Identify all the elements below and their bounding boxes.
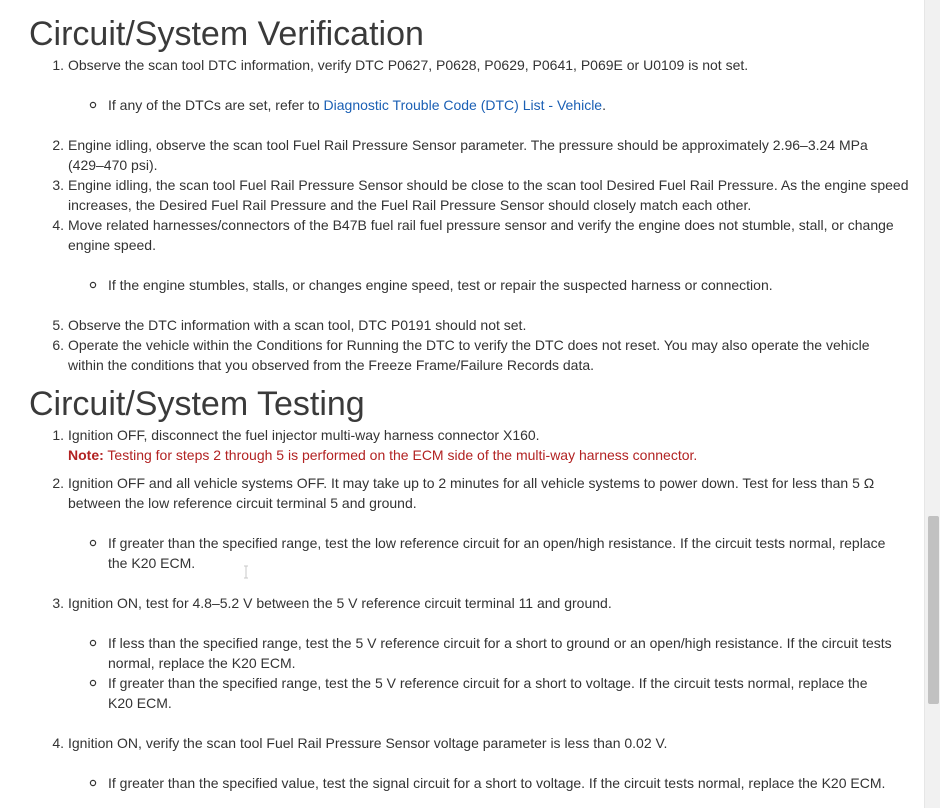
step-text: Operate the vehicle within the Conditions for Running the DTC to verify the DTC does not reset. You may also operate the vehicle xyxy=(68,337,870,353)
step-text: engine speed. xyxy=(68,237,156,253)
step-text: Observe the scan tool DTC information, verify DTC P0627, P0628, P0629, P0641, P069E or U0109 is not set. xyxy=(68,57,749,73)
step-number: 3. xyxy=(52,595,64,611)
note-label: Note: xyxy=(68,447,104,463)
step-number: 2. xyxy=(52,137,64,153)
dtc-list-link[interactable]: Diagnostic Trouble Code (DTC) List - Vehicle xyxy=(323,97,603,113)
step-number: 1. xyxy=(52,57,64,73)
step-text: between the low reference circuit terminal 5 and ground. xyxy=(68,495,417,511)
section-heading-testing: Circuit/System Testing xyxy=(29,385,365,423)
section-heading-verification: Circuit/System Verification xyxy=(29,15,424,53)
step-text: Engine idling, observe the scan tool Fuel Rail Pressure Sensor parameter. The pressure should be approximately 2.96–3.24 MPa xyxy=(68,137,868,153)
step-number: 3. xyxy=(52,177,64,193)
bullet-icon xyxy=(89,779,97,787)
text-cursor-icon xyxy=(243,565,249,581)
step-text: increases, the Desired Fuel Rail Pressure and the Fuel Rail Pressure Sensor should closely match each other. xyxy=(68,197,752,213)
step-text: Engine idling, the scan tool Fuel Rail Pressure Sensor should be close to the scan tool Desired Fuel Rail Pressure. As the engine speed xyxy=(68,177,909,193)
step-text: Move related harnesses/connectors of the B47B fuel rail fuel pressure sensor and verify the engine does not stumble, stall, or change xyxy=(68,217,894,233)
step-text: Ignition ON, verify the scan tool Fuel Rail Pressure Sensor voltage parameter is less than 0.02 V. xyxy=(68,735,668,751)
step-text: Observe the DTC information with a scan tool, DTC P0191 should not set. xyxy=(68,317,527,333)
step-text: Ignition OFF and all vehicle systems OFF. It may take up to 2 minutes for all vehicle systems to power down. Test for less than 5 Ω xyxy=(68,475,875,491)
step-number: 6. xyxy=(52,337,64,353)
step-number: 2. xyxy=(52,475,64,491)
bullet-icon xyxy=(89,639,97,647)
step-text: (429–470 psi). xyxy=(68,157,158,173)
step-number: 5. xyxy=(52,317,64,333)
bullet-text: If any of the DTCs are set, refer to Diagnostic Trouble Code (DTC) List - Vehicle. xyxy=(108,97,606,113)
bullet-text: If greater than the specified value, test the signal circuit for a short to voltage. If the circuit tests normal, replace the K20 ECM. xyxy=(108,775,886,791)
step-number: 1. xyxy=(52,427,64,443)
step-text: Ignition OFF, disconnect the fuel injector multi-way harness connector X160. xyxy=(68,427,540,443)
step-text: within the conditions that you observed from the Freeze Frame/Failure Records data. xyxy=(68,357,595,373)
step-text: Ignition ON, test for 4.8–5.2 V between the 5 V reference circuit terminal 11 and ground. xyxy=(68,595,612,611)
bullet-text: If greater than the specified range, test the low reference circuit for an open/high resistance. If the circuit tests normal, replace xyxy=(108,535,886,551)
bullet-text: the K20 ECM. xyxy=(108,555,196,571)
bullet-icon xyxy=(89,679,97,687)
bullet-text: If the engine stumbles, stalls, or changes engine speed, test or repair the suspected harness or connection. xyxy=(108,277,773,293)
bullet-icon xyxy=(89,101,97,109)
bullet-icon xyxy=(89,281,97,289)
vertical-scrollbar-thumb[interactable] xyxy=(928,516,939,704)
bullet-text: K20 ECM. xyxy=(108,695,172,711)
step-number: 4. xyxy=(52,735,64,751)
bullet-text: If greater than the specified range, test the 5 V reference circuit for a short to voltage. If the circuit tests normal, replace the xyxy=(108,675,868,691)
bullet-text: normal, replace the K20 ECM. xyxy=(108,655,296,671)
note-text: Note: Testing for steps 2 through 5 is performed on the ECM side of the multi-way harness connector. xyxy=(68,447,698,463)
bullet-icon xyxy=(89,539,97,547)
bullet-text: If less than the specified range, test the 5 V reference circuit for a short to ground or an open/high resistance. If the circuit tests xyxy=(108,635,892,651)
step-number: 4. xyxy=(52,217,64,233)
